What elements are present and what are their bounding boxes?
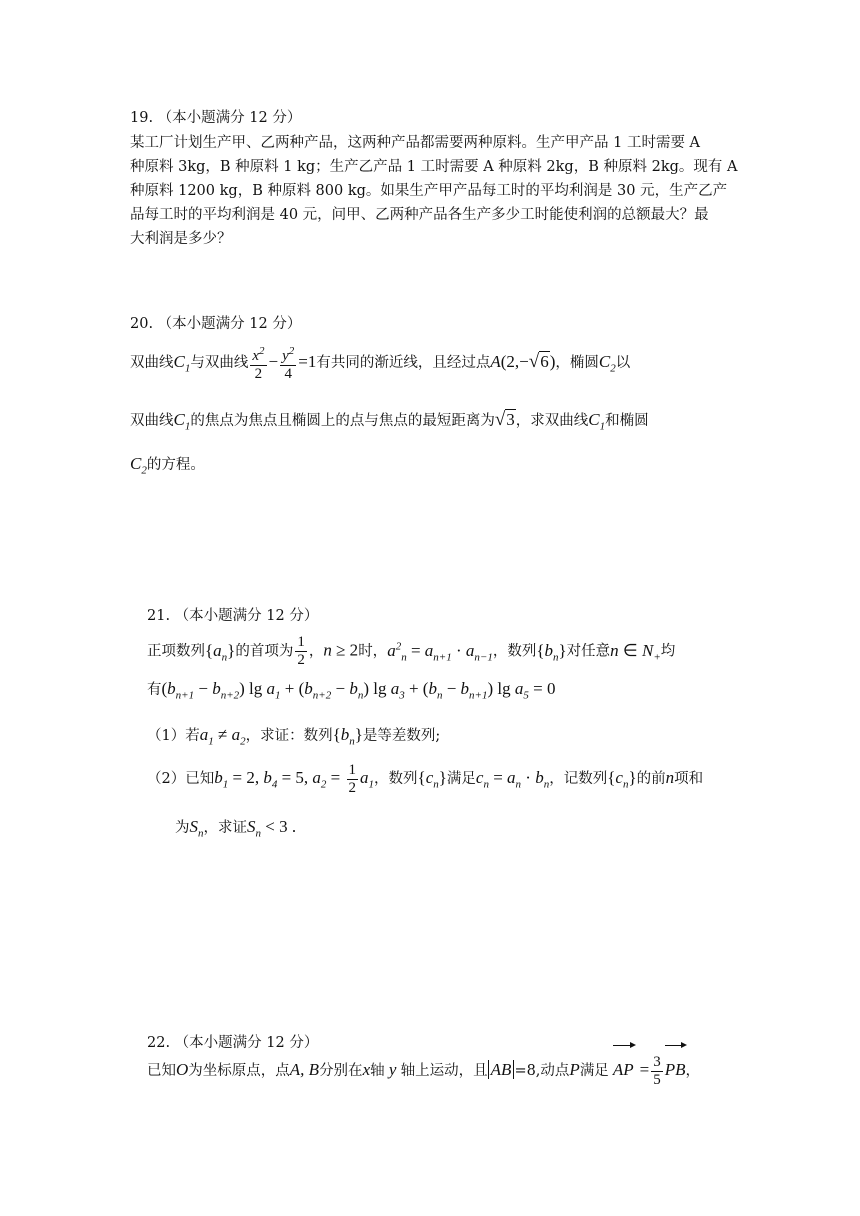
- math-frac-3-over-5: $\frac{3}{5}$: [653, 1053, 661, 1088]
- q21-part-2-cont: 为$S_n$，求证$S_n < 3$ .: [175, 817, 297, 840]
- q20-line-2: 双曲线$C_1$的焦点为焦点且椭圆上的点与焦点的最短距离为√3，求双曲线$C_1$和椭圆: [130, 409, 649, 433]
- math-abs-ab: AB: [488, 1060, 515, 1079]
- q22-heading: 22. （本小题满分 12 分）: [147, 1035, 319, 1051]
- math-vector-pb: PB: [665, 1048, 686, 1092]
- q19-line-5: 大利润是多少？: [130, 231, 232, 247]
- q22-line-1: 已知O为坐标原点，点A, B分别在x轴 y 轴上运动，且 AB =8,动点P满足 AP = $\frac{3}{5}$ PB，: [147, 1048, 700, 1093]
- q21-line-2: 有$(b_{n+1} - b_{n+2})$ $\lg a_1 + (b_{n+2} - b_n)$ $\lg a_3 + (b_n - b_{n+1})$ $\lg a_5 = 0$: [147, 679, 556, 702]
- q19-heading: 19. （本小题满分 12 分）: [130, 110, 302, 126]
- math-frac-x2-over-2: $\frac{x^2}{2}$: [252, 345, 265, 382]
- q19-line-1: 某工厂计划生产甲、乙两种产品，这两种产品都需要两种原料。生产甲产品 1 工时需要 A: [130, 135, 701, 151]
- math-point-a: A(2,−√6): [490, 351, 556, 372]
- math-recurrence: $a^2_n = a_{n+1} \cdot a_{n-1}$: [387, 640, 493, 664]
- q21-line-1: 正项数列$\{a_n\}$的首项为 $\frac{1}{2}$ ，n ≥ 2时，$a^2_n = a_{n+1} \cdot a_{n-1}$，数列$\{b_n\}$对任意n ∈ $N_+$均: [147, 634, 676, 669]
- math-frac-one-half: $\frac{1}{2}$: [297, 634, 305, 669]
- q20-heading: 20. （本小题满分 12 分）: [130, 316, 302, 332]
- q21-heading: 21. （本小题满分 12 分）: [147, 608, 319, 624]
- math-frac-y2-over-4: $\frac{y^2}{4}$: [282, 345, 295, 382]
- math-eq-1: =1: [298, 352, 317, 371]
- math-sqrt-3: √3: [494, 409, 515, 430]
- q19-line-2: 种原料 3kg，B 种原料 1 kg；生产乙产品 1 工时需要 A 种原料 2kg，B 种原料 2kg。现有 A: [130, 159, 738, 175]
- math-lg-equation: $(b_{n+1} - b_{n+2})$ $\lg a_1 + (b_{n+2} - b_n)$ $\lg a_3 + (b_n - b_{n+1})$ $\lg a_5 = 0$: [161, 679, 556, 702]
- math-c1: $C_1$: [173, 352, 191, 375]
- q19-line-4: 品每工时的平均利润是 40 元，问甲、乙两种产品各生产多少工时能使利润的总额最大？最: [130, 207, 709, 223]
- math-c2: $C_2$: [598, 352, 616, 375]
- q20-line-3: $C_2$的方程。: [130, 454, 205, 477]
- q20-line-1: 双曲线$C_1$与双曲线 $\frac{x^2}{2}$ − $\frac{y^2}{4}$ =1有共同的渐近线，且经过点A(2,−√6)，椭圆$C_2$以: [130, 345, 631, 382]
- q19-line-3: 种原料 1200 kg，B 种原料 800 kg。如果生产甲产品每工时的平均利润是 30 元，生产乙产: [130, 183, 728, 199]
- math-vector-ap: AP: [613, 1048, 634, 1092]
- q21-part-2: （2）已知$b_1 = 2$, $b_4 = 5$, $a_2$ = $\frac{1}{2}$ $a_1$，数列$\{c_n\}$满足$c_n = a_n \cdot b_n$，记数列$\{c_n\}$的前n项和: [147, 761, 704, 796]
- q21-part-1: （1）若$a_1 \ne a_2$，求证：数列$\{b_n\}$是等差数列;: [147, 725, 441, 748]
